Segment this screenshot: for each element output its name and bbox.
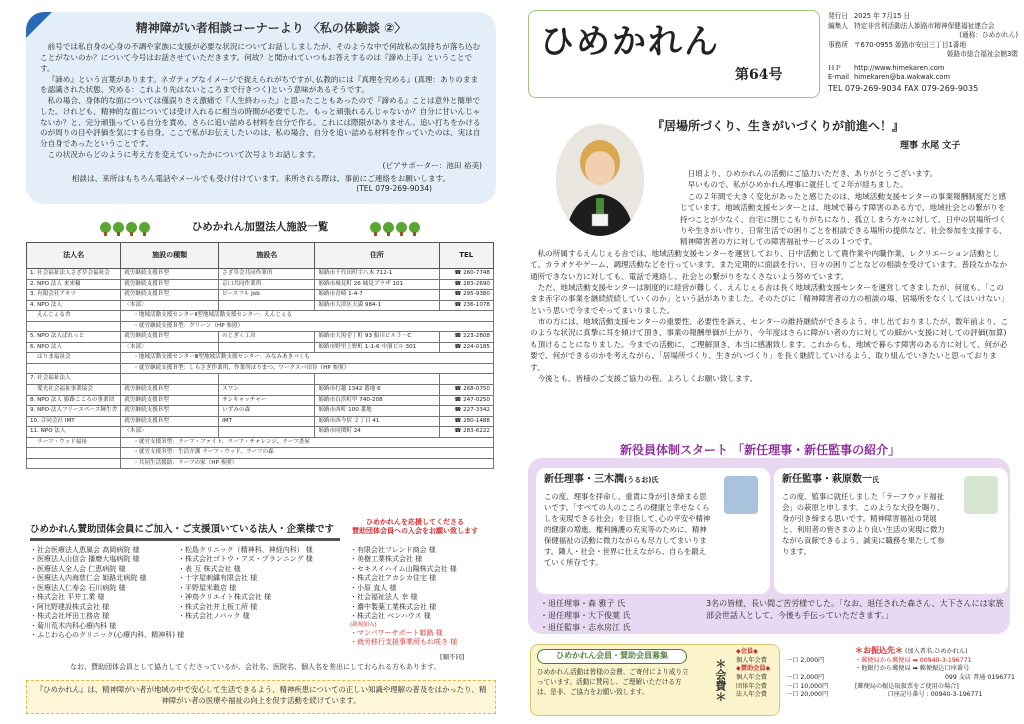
supporters-appeal: ひめかれんを応援してくださる 賛助団体会員への入会をお願い致します: [352, 518, 478, 536]
name-cell: ピースフル Job: [219, 290, 315, 301]
table-body: [27, 269, 494, 469]
supporters-title: ひめかれん賛助団体会員にご加入・ご支援頂いている法人・企業様です: [30, 524, 335, 535]
email-link[interactable]: himekaren@ba.wakwak.com: [854, 73, 950, 82]
addr-cell: 姫路市千代田町字八木 712-1: [315, 269, 439, 280]
phone-icon: ☎: [454, 396, 464, 403]
editor-alias: (通称：ひめかれん): [959, 31, 1018, 40]
supporters-column-1: [30, 546, 184, 640]
tree-icon: [409, 222, 420, 233]
payee-name: (加入者名:ひめかれん): [904, 648, 968, 655]
type-cell: 〈本部〉: [121, 427, 219, 438]
tel-cell: ☎ 236-1078: [439, 300, 494, 311]
type-cell: 就労継続支援Ｂ型: [121, 406, 219, 417]
membership-title: ひめかれん会員・賛助会員募集: [537, 649, 687, 664]
random-order-note: [順不同]: [440, 653, 465, 661]
editor-name: 特定非営利活動法人姫路市精神保健福祉連合会: [854, 21, 995, 30]
tel-cell: ☎ 283-6222: [439, 427, 494, 438]
supporter-name: ・平野屋米穀店 様: [178, 583, 237, 592]
retired-officer: ・退任監事・志水房江 氏: [540, 623, 631, 632]
regular-member-label: ◆会員◆: [736, 648, 758, 655]
table-row: [27, 269, 494, 280]
name-cell: [219, 342, 315, 353]
tel-cell: ☎ 247-0250: [439, 395, 494, 406]
office-address: 〒670-0955 姫路市安田三丁目1番地: [854, 40, 967, 49]
tel-cell: [439, 374, 494, 385]
table-row: [27, 300, 494, 311]
table-row: [27, 437, 494, 448]
support-member-label: ◆賛助会員◆: [736, 665, 771, 673]
column-header: TEL: [439, 243, 494, 269]
fee-row: 個人年会費 一口 2,000円: [736, 674, 825, 682]
type-cell: 〈本部〉: [121, 342, 219, 353]
table-row: [27, 353, 494, 364]
sub-facility-cell: ・就労継続支援Ｂ型：しらさぎ作業所、作業所ほりまつ、ワークスバ田谷（HP 参照）: [121, 363, 494, 374]
new-auditor-heading: 新任監事・萩原数一氏: [782, 474, 879, 485]
addr-cell: [315, 374, 439, 385]
retired-officers: [540, 598, 631, 634]
counseling-corner-box: [26, 12, 496, 204]
supporter-name: ・セキスイハイム山陽株式会社 様: [350, 564, 457, 573]
fee-row: 団体年会費 一口 10,000円: [736, 682, 829, 690]
sub-facility-cell: ・就労支援Ｂ型：生活介護 ラーフ・ウッド、ラーフの森: [121, 448, 494, 459]
addr-cell: 姫路市大黒壱丁町 93 船川ビル３－C: [315, 332, 439, 343]
issue-number: 第64号: [735, 67, 783, 83]
supporter-name: ・濃中製薬工業株式会社 様: [350, 602, 437, 611]
counseling-corner-body: [40, 42, 482, 194]
article-title: 『居場所づくり、生きがいづくりが前進へ！』: [652, 119, 905, 133]
tel-cell: ☎ 295-9380: [439, 290, 494, 301]
name-cell: [219, 427, 315, 438]
supporter-name: ・小原 直人 様: [350, 583, 397, 592]
name-cell: スワン: [219, 385, 315, 396]
officers-title: 新役員体制スタート 「新任理事・新任監事の紹介」: [620, 443, 901, 457]
table-row: [27, 427, 494, 438]
name-cell: [219, 300, 315, 311]
member-facility-table: [26, 242, 494, 469]
table-row: [27, 374, 494, 385]
supporter-name: ・株式会社井上板工所 様: [178, 602, 258, 611]
counseling-paragraph: この状況からどのように考え方を変えていったかについて次号よりお話します。: [47, 150, 321, 159]
table-row: [27, 290, 494, 301]
supporters-note: なお、賛助団体会員として協力してくださっているが、会社名、医院名、個人名を差出にしておられる方もあります。: [70, 663, 441, 671]
supporter-name: ・神鳥クリエイト株式会社 様: [178, 593, 272, 602]
corp-cell: [27, 448, 121, 459]
retired-message: 3名の皆様、長い間ご苦労様でした。「なお、退任された森さん、大下さんには家族部会世話人として、今後も手伝っていただきます。」: [706, 599, 1004, 620]
supporter-name: ・株式会社 ベンハウス 様: [350, 612, 431, 621]
auditor-photo: [964, 476, 998, 514]
tel-cell: ☎ 283-2690: [439, 279, 494, 290]
payment-line: ・他銀行から郵便局 ➡ 郵便振込口座番号: [855, 665, 970, 673]
name-cell: 京口共同作業所: [219, 279, 315, 290]
table-row: [27, 321, 494, 332]
supporter-name: ・美樹工業株式会社 様: [350, 555, 423, 564]
corner-triangle-decoration: [26, 12, 52, 38]
mission-statement: 『ひめかれん』は、精神障がい者が地域の中で安心して生活できるよう、精神疾患についての正しい知識や理解の普及をはかったり、精神障がい者の医療や福祉の向上を促す活動を続けています。: [26, 680, 496, 714]
table-header-row: [27, 243, 494, 269]
issue-date-label: 発行日: [828, 12, 849, 20]
supporter-name: ・ふじわら心のクリニック(心療内科、精神科) 様: [30, 630, 185, 639]
phone-icon: ☎: [454, 386, 464, 393]
table-row: [27, 448, 494, 459]
corp-cell: えんじぇる舎: [27, 311, 121, 322]
corp-cell: 3. 有限会社アキツ: [27, 290, 121, 301]
corp-cell: 5. NPO 法人ぱれっと: [27, 332, 121, 343]
supporter-name: ・社会福祉法人 幸 様: [350, 593, 418, 602]
supporter-name: ・菊川荒木内科心療内科 様: [30, 621, 117, 630]
column-header: 住所: [315, 243, 439, 269]
table-row: [27, 458, 494, 469]
supporter-name: ・松島クリニック（精神科、神経内科） 様: [178, 546, 313, 554]
supporter-name: ・医療法人仁寿会 石川病院 様: [30, 583, 126, 592]
office-label: 事務所: [828, 40, 849, 49]
homepage-link[interactable]: http://www.himekaren.com: [854, 63, 945, 72]
counseling-tel: (TEL 079-269-9034): [356, 183, 432, 193]
issue-date: 2025 年 7月15 日: [854, 12, 911, 20]
fee-row: 法人年会費 一口 20,000円: [736, 691, 829, 699]
name-cell: サンキャッチャー: [219, 395, 315, 406]
corp-cell: はりま福祉会: [27, 353, 121, 364]
article-paragraph: 早いもので、私がひめかれん理事に就任して２年が経ちました。: [687, 180, 908, 190]
phone-icon: ☎: [454, 291, 464, 298]
supporter-name: ・株式会社 平井工業 様: [30, 593, 105, 602]
supporter-name: ・有限会社フレンド商会 様: [350, 546, 436, 554]
table-row: [27, 363, 494, 374]
tel-cell: ☎ 268-0750: [439, 385, 494, 396]
type-cell: 就労継続支援Ｂ型: [121, 279, 219, 290]
addr-cell: 姫路市青崎 1-4-7: [315, 290, 439, 301]
article-author: 理事 水尾 文子: [900, 141, 961, 151]
table-row: [27, 342, 494, 353]
supporters-column-3: [350, 546, 457, 648]
sub-facility-cell: ・就労支援Ｂ型：ラーフ・ファイト、ラーフ・チャレンジ、ラーフ書屋: [121, 437, 494, 448]
table-row: [27, 395, 494, 406]
name-cell: さざ草会共同作業所: [219, 269, 315, 280]
sub-facility-cell: ・共同生活援助：ラーフの家（HP 参照）: [121, 458, 494, 469]
addr-cell: 姫路市大津区天満 984-1: [315, 300, 439, 311]
addr-cell: 姫路市同関町 24: [315, 427, 439, 438]
payment-line: ・郵便局から郵便局 ➡ 00940-3-196771: [855, 656, 972, 664]
corp-cell: 1. 社会福祉法人さざ草会福祉会: [27, 269, 121, 280]
phone-icon: ☎: [454, 417, 464, 424]
name-cell: IMT: [219, 416, 315, 427]
addr-cell: 姫路市西町 100 番地: [315, 406, 439, 417]
type-cell: 就労継続支援Ｂ型: [121, 332, 219, 343]
type-cell: 就労継続支援Ｂ型: [121, 290, 219, 301]
corp-cell: 8. NPO 法人 姫路こころの事業団: [27, 395, 121, 406]
sub-facility-cell: ・地域活動支援センターⅡ型地域活動支援センター：えんじぇる: [121, 311, 494, 322]
tree-icon: [139, 222, 150, 233]
tree-icon: [126, 222, 137, 233]
supporters-column-2: [178, 546, 313, 622]
office-building: 姫路市総合福祉会館3階: [946, 50, 1018, 59]
fee-table: [736, 648, 828, 700]
name-cell: いずみの森: [219, 406, 315, 417]
supporter-name: ・就労移行支援事業所もれ咲き 様: [350, 638, 458, 647]
type-cell: 就労継続支援Ｂ型: [121, 416, 219, 427]
phone-icon: ☎: [454, 280, 464, 287]
payment-line: 口座記号番号 : 00940-3-196771: [887, 691, 983, 699]
tel-cell: ☎ 280-1488: [439, 416, 494, 427]
payment-line: [郵便局の振込取扱票をご使用の場合]: [855, 682, 959, 690]
newsletter-title: ひめかれん: [540, 22, 720, 62]
phone-icon: ☎: [454, 428, 464, 435]
article-body: [530, 168, 1010, 384]
payment-info: [855, 645, 1015, 700]
new-director-heading: 新任理事・三木潤(うるお)氏: [544, 474, 659, 485]
directory-title: ひめかれん加盟法人施設一覧: [191, 220, 329, 233]
addr-cell: 姫路市西今宿 ２丁目 41: [315, 416, 439, 427]
supporter-name: ・医療法人山信会 播磨大塩病院 様: [30, 555, 140, 564]
counseling-paragraph: 『諦め』という言葉があります。ネガティブなイメージで捉えられがちですが､仏教的には『真理を究める』(真理：ありのままを認識された状態、究める：これより先はないところまで行きつく)という意味があるそうです。: [40, 74, 479, 95]
table-row: [27, 406, 494, 417]
supporter-name: ・医療法人内海慈仁会 姫路北病院 様: [30, 574, 147, 583]
column-header: 法人名: [27, 243, 121, 269]
phone-icon: ☎: [454, 333, 464, 340]
tree-icon: [396, 222, 407, 233]
corp-cell: ラーフ・ウッド福祉: [27, 437, 121, 448]
name-cell: のじぎく工房: [219, 332, 315, 343]
new-director-card: [536, 468, 770, 594]
type-cell: 就労継続支援Ｂ型: [121, 269, 219, 280]
tree-icon: [100, 222, 111, 233]
type-cell: 就労継続支援Ｂ型: [121, 395, 219, 406]
type-cell: [121, 374, 219, 385]
editor-label: 編集人: [828, 21, 849, 30]
table-row: [27, 311, 494, 322]
tree-icons-right: [370, 222, 420, 233]
new-auditor-text: この度、監事に就任しました「ラーフウッド福祉会」の萩原と申します。このような大役を賜り、身が引き締まる思いです。精神障害福祉の発展と、利用者の皆さまのより良い生活の実現に微力ながら貢献できるよう、誠実に職務を果たして参ります。: [782, 491, 945, 557]
table-row: [27, 332, 494, 343]
supporter-name: ・株式会社アカシカ住宅 様: [350, 574, 437, 583]
addr-cell: 姫路市白浜町甲 740-208: [315, 395, 439, 406]
corp-cell: 4. NPO 法人: [27, 300, 121, 311]
type-cell: 〈本部〉: [121, 300, 219, 311]
article-paragraph: 今後とも、皆様のご支援ご協力の程、よろしくお願い致します。: [537, 374, 758, 384]
email-label: E-mail: [828, 73, 849, 82]
sub-facility-cell: ・地域活動支援センターⅢ型地域活動支援センター：みなみあきバくも: [121, 353, 494, 364]
phone-icon: ☎: [454, 301, 464, 308]
article-paragraph: 日頃より、ひめかれんの活動にご協力いただき、ありがとうございます。: [687, 169, 938, 178]
corp-cell: 6. NPO 法人: [27, 342, 121, 353]
tree-icon: [370, 222, 381, 233]
supporter-name: ・医療法人全人会 仁恵病院 様: [30, 564, 126, 573]
fee-row: 個人年会費 一口 2,000円: [736, 656, 825, 664]
fee-vertical-label: ＊会費＊: [713, 658, 727, 702]
corp-cell: 9. NPO 法人フリースペース輝生舎: [27, 406, 121, 417]
table-row: [27, 416, 494, 427]
phone-icon: ☎: [454, 343, 464, 350]
supporter-name: ・マンパワーサポート姫路 様: [350, 629, 443, 638]
article-paragraph: ただ、地域活動支援センターは制度的に経営が難しく、えんじぇる舎は長く地域活動支援センターを運営してきましたが、何度も、「このまま赤字の事業を継続続続していくのか」という話がありました。そのたびに「精神障害者の方の相談の場、居場所をなくしてはいけない」という思いで今までやってまいりました。: [530, 282, 1009, 315]
corp-cell: [27, 363, 121, 374]
tel-cell: ☎ 260-7748: [439, 269, 494, 280]
tel-cell: ☎ 224-0185: [439, 342, 494, 353]
publication-info: [828, 12, 1018, 94]
column-header: 施設名: [219, 243, 315, 269]
phone-icon: ☎: [454, 270, 464, 276]
corp-cell: [27, 458, 121, 469]
payment-line: 099 支店 普通 0196771: [944, 674, 1015, 682]
corp-cell: [27, 321, 121, 332]
table-row: [27, 279, 494, 290]
corp-cell: 7. 社会福祉法人: [27, 374, 121, 385]
counseling-paragraph: 私の場合、身体的な面については僅誤りさえ激痛で『人生終わった』と思ったこともあったので『諦める』ことは意外と簡単でした。けれども、精神的な面については受け入れるに相当の時間が必要でした。もっと頑張れるんじゃないか？自分に甘いんじゃないか？と、完分頑張っている自分を責め、さらに追い詰める材料を自分で作る。これには際限がありません。追い打ちをかけるのが周りの目や評価を気にする自身。ここで私がお伝えしたいのは、私の場合、自分を追い詰める材料を作っていたのは、実は自分自身であったということです。: [40, 96, 481, 149]
new-auditor-card: [774, 468, 1008, 594]
new-director-text: この度、理事を拝命し、重責に身が引き締まる思いです。「すべての人のこころの健康と幸せなくらしを実現できる社会」を目指して､心の平安や精神的健康の増進、権利擁護の充実等のために、精神保健福祉の活動に微力ながらも尽力してまいります。隣人・社会・世界に仕えながら、自らを鍛えていく所存です。: [544, 491, 711, 568]
sub-facility-cell: ・就労継続支援Ｂ型：グリーン（HP 参照）: [121, 321, 494, 332]
type-cell: 就労継続支援Ｂ型: [121, 385, 219, 396]
addr-cell: 姫路市城見町 26 城見プラザ 101: [315, 279, 439, 290]
counseling-corner-title: 精神障がい者相談コーナーより 〈私の体験談 ②〉: [135, 21, 407, 35]
corp-cell: 10. 合同会社 IMT: [27, 416, 121, 427]
supporter-name: ・十字屋刺繍有限会社 様: [178, 574, 258, 583]
corp-cell: 2. NPO 法人 来来輪: [27, 279, 121, 290]
counseling-paragraph: 前号では私自身の心身の不調や家族に支援が必要な状況についてお話ししましたが、そのような中で何故私の気持ちが落ち込むことがないのか？について今号はお話させていただきます。何故？と聞かれていつもお答えするのは『諦め上手』ということです。: [40, 42, 481, 73]
directory-header: [100, 218, 420, 236]
supporter-name: ・株式会社ゴトウ・アズ・プランニング 様: [178, 555, 313, 564]
addr-cell: 姫路市打越 1342 番地 6: [315, 385, 439, 396]
tree-icon: [113, 222, 124, 233]
table-row: [27, 385, 494, 396]
name-cell: [219, 374, 315, 385]
payment-title: ＊お振込先＊: [855, 646, 903, 655]
supporter-name: ・阿比野建設株式会社 様: [30, 602, 110, 611]
supporter-name: ・表 互 株式会社 様: [178, 564, 241, 573]
corp-cell: 11. NPO 法人: [27, 427, 121, 438]
new-member-label: (新規加入): [350, 621, 377, 628]
addr-cell: 姫路市野里上野町 1-1-6 中濱ビル 301: [315, 342, 439, 353]
tel-cell: ☎ 223-2808: [439, 332, 494, 343]
column-header: 施設の種類: [121, 243, 219, 269]
supporter-name: ・株式会社ノバック 様: [178, 612, 250, 621]
corp-cell: 愛光社会福祉事業協会: [27, 385, 121, 396]
phone-icon: ☎: [454, 407, 464, 414]
tel-fax: TEL 079-269-9034 FAX 079-269-9035: [828, 83, 979, 93]
supporter-name: ・株式会社坪田工務店 様: [30, 612, 110, 621]
article-paragraph: この２年間で大きく変化があったと感じたのは、地域活動支援センターの事業報酬制度だと感じています。地域活動支援センターとは、地域で暮らす障害のある方で、地域社会との繋がりを持つことが少なく、自宅に閉じこもりがちになり、孤立しまう方々に対して、日中の居場所づくりや生きがい作り、日常生活での困りごとを相談できる場所の提供など、社会参加を支援する、精神障害者の方に対しての障害福祉サービスの１つです。: [680, 191, 1007, 247]
supporter-name: ・社会医療法人恵風会 高岡病院 様: [30, 546, 140, 554]
tree-icon: [383, 222, 394, 233]
article-paragraph: 私の所属するえんじぇる舎では、地域活動支援センターを運営しており、日中活動として農作業や内職作業、レクリエーション活動として、カラオケやゲーム、調理活動などを行っています。また定期的に面談を行い、日々の困りごとなどの相談を受けています。普段なかなか通所できない方に対しても、電話で連絡し、社会との繋がりをなくさないよう努めています。: [530, 248, 1008, 281]
retired-officer: ・退任理事・大下俊葉 氏: [540, 611, 631, 620]
counseling-contact: 相談は、来所はもちろん電話やメールでも受け付けています。来所される際は、事前にご連絡をお願いします。: [71, 173, 451, 183]
supporters-underline: [30, 538, 340, 541]
tree-icons-left: [100, 222, 150, 233]
director-photo: [724, 476, 758, 514]
article-paragraph: 市の方には、地域活動支援センターの重要性、必要性を訴え、センターの維持継続ができるよう、申し出ておりましたが、数年前より、このような状況に真摯に耳を傾けて頂き、事業の報酬単価が上がり、今年度はさらに障がい者の方に対しての細かい支援に対しての評価(加算)も頂けることになりました。今までの活動に、ご理解頂き、本当に感謝致します。これからも、地域で暮らす障害のある方に対して、何が必要で、何ができるのかを考えながら、「居場所づくり、生きがいづくり」を長く継続していけるよう、取り組んでいきたいと思っております。: [530, 317, 1009, 372]
counseling-signature: (ピアサポーター：池田 裕美): [382, 160, 482, 170]
tel-cell: ☎ 227-3342: [439, 406, 494, 417]
retired-officer: ・退任理事・森 雅子 氏: [540, 599, 626, 608]
hp-label: ＨＰ: [828, 63, 842, 72]
membership-text: ひめかれん活動は皆様の会費、ご寄付により成り立っています。活動に賛同し、ご理解いただける方は、是非、ご協力をお願い致します。: [537, 667, 689, 696]
